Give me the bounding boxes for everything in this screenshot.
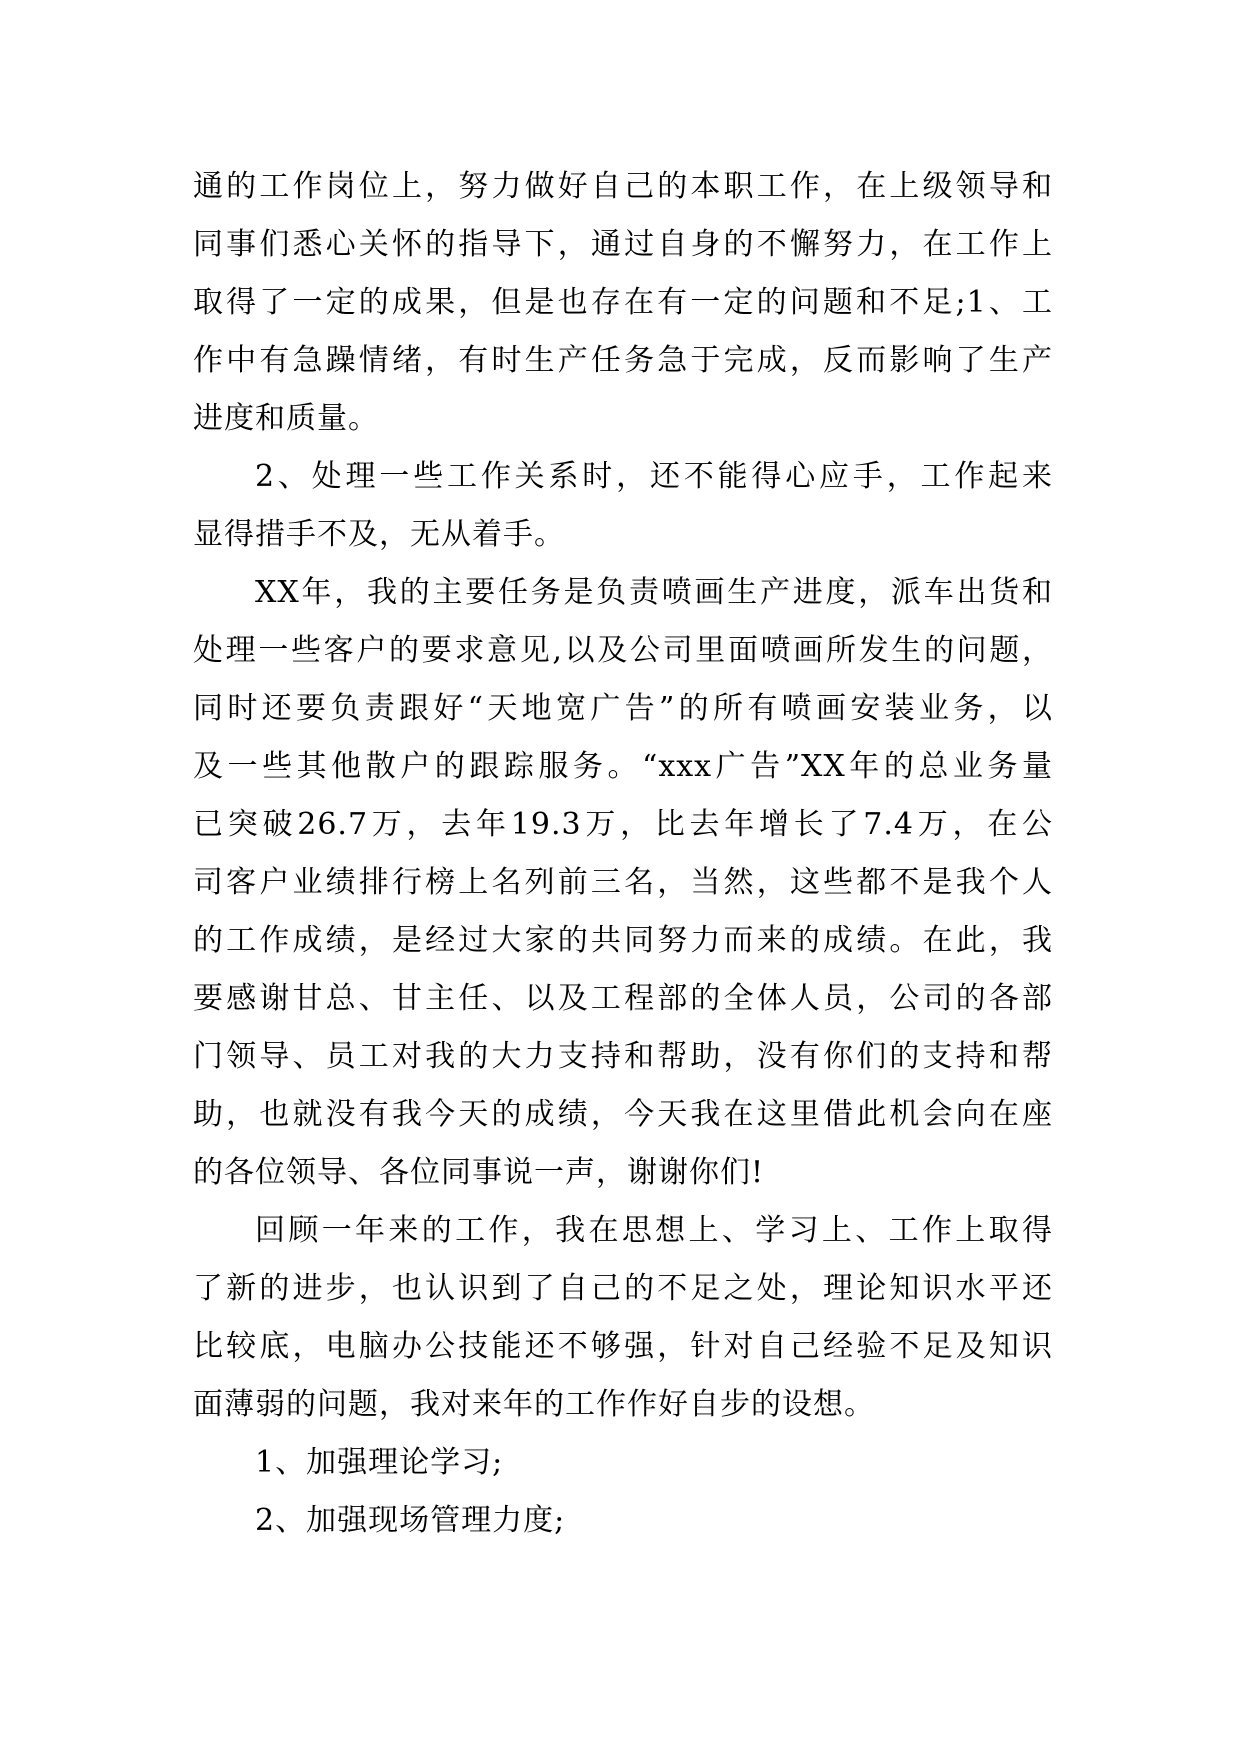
text-line: 显得措手不及，无从着手。: [193, 517, 565, 552]
text-line: 2、处理一些工作关系时，还不能得心应手，工作起来: [255, 459, 1053, 494]
text-line: 通的工作岗位上，努力做好自己的本职工作，在上级领导和: [193, 169, 1053, 204]
text-line: 面薄弱的问题，我对来年的工作作好自步的设想。: [193, 1387, 875, 1422]
document-body: [193, 158, 1053, 1550]
paragraph-1: [193, 158, 1053, 448]
text-line: 及一些其他散户的跟踪服务。“xxx广告”XX年的总业务量: [193, 749, 1053, 784]
paragraph-4: [193, 1202, 1053, 1434]
text-line: 2、加强现场管理力度;: [255, 1503, 566, 1538]
text-line: 了新的进步，也认识到了自己的不足之处，理论知识水平还: [193, 1271, 1053, 1306]
list-item-1: [193, 1434, 1053, 1492]
text-line: 同事们悉心关怀的指导下，通过自身的不懈努力，在工作上: [193, 227, 1053, 262]
text-line: 同时还要负责跟好“天地宽广告”的所有喷画安装业务，以: [193, 691, 1053, 726]
text-line: 门领导、员工对我的大力支持和帮助，没有你们的支持和帮: [193, 1039, 1053, 1074]
text-line: 已突破26.7万，去年19.3万，比去年增长了7.4万，在公: [193, 807, 1053, 842]
paragraph-3: [193, 564, 1053, 1202]
list-item-2: [193, 1492, 1053, 1550]
text-line: 司客户业绩排行榜上名列前三名，当然，这些都不是我个人: [193, 865, 1053, 900]
text-line: 助，也就没有我今天的成绩，今天我在这里借此机会向在座: [193, 1097, 1053, 1132]
text-line: 回顾一年来的工作，我在思想上、学习上、工作上取得: [255, 1213, 1053, 1248]
text-line: 的各位领导、各位同事说一声，谢谢你们!: [193, 1155, 765, 1190]
text-line: XX年，我的主要任务是负责喷画生产进度，派车出货和: [255, 575, 1053, 610]
text-line: 作中有急躁情绪，有时生产任务急于完成，反而影响了生产: [193, 343, 1053, 378]
paragraph-2: [193, 448, 1053, 564]
text-line: 的工作成绩，是经过大家的共同努力而来的成绩。在此，我: [193, 923, 1053, 958]
text-line: 进度和质量。: [193, 401, 379, 436]
text-line: 要感谢甘总、甘主任、以及工程部的全体人员，公司的各部: [193, 981, 1053, 1016]
text-line: 处理一些客户的要求意见,以及公司里面喷画所发生的问题，: [193, 633, 1053, 668]
text-line: 比较底，电脑办公技能还不够强，针对自己经验不足及知识: [193, 1329, 1053, 1364]
text-line: 取得了一定的成果，但是也存在有一定的问题和不足;1、工: [193, 285, 1053, 320]
text-line: 1、加强理论学习;: [255, 1445, 504, 1480]
